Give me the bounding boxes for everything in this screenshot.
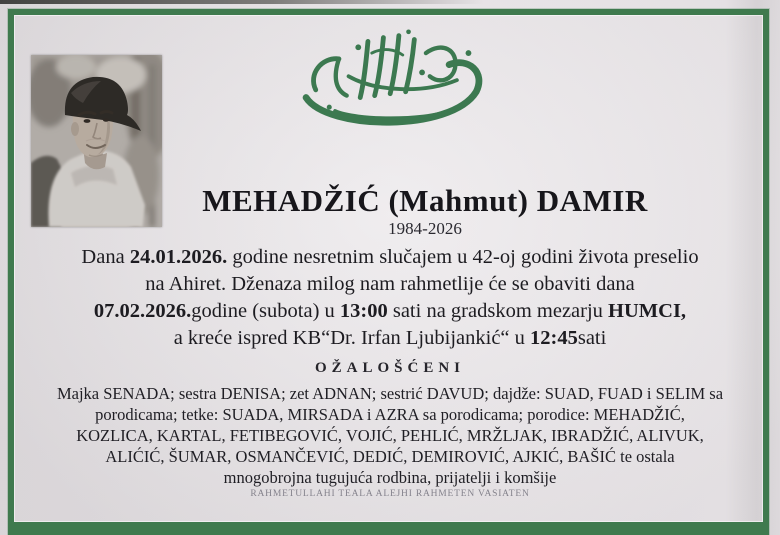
mourners-line: ALIĆIĆ, ŠUMAR, OSMANČEVIĆ, DEDIĆ, DEMIROVIĆ, AJKIĆ, BAŠIĆ te ostala	[105, 447, 675, 466]
announcement-line-4: a kreće ispred KB“Dr. Irfan Ljubijankić“ u 12:45sati	[173, 327, 607, 349]
closing-prayer: RAHMETULLAHI TEALA ALEJHI RAHMETEN VASIATEN	[250, 489, 530, 499]
mourners-line: mnogobrojna tugujuća rodbina, prijatelji i komšije	[223, 468, 557, 487]
announcement-line-1: Dana 24.01.2026. godine nesretnim slučajem u 42-oj godini života preselio	[81, 246, 699, 268]
mourners-list	[24, 383, 756, 488]
mourners-line: Majka SENADA; sestra DENISA; zet ADNAN; sestrić DAVUD; dajdže: SUAD, FUAD i SELIM sa	[56, 384, 724, 403]
announcement-text	[30, 244, 750, 352]
announcement-line-3: 07.02.2026.godine (subota) u 13:00 sati na gradskom mezarju HUMCI,	[93, 300, 687, 322]
mourners-line: porodicama; tetke: SUADA, MIRSADA i AZRA sa porodicama; porodice: MEHADŽIĆ,	[95, 405, 685, 424]
life-years: 1984-2026	[388, 219, 462, 238]
islamic-calligraphy-emblem	[276, 26, 514, 142]
page-title-deceased-name: MEHADŽIĆ (Mahmut) DAMIR	[202, 183, 648, 218]
calligraphy-icon	[276, 26, 514, 142]
mourners-heading: OŽALOŠĆENI	[314, 360, 466, 376]
announcement-line-2: na Ahiret. Dženaza milog nam rahmetlije će se obaviti dana	[145, 273, 635, 295]
mourners-line: KOZLICA, KARTAL, FETIBEGOVIĆ, VOJIĆ, PEHLIĆ, MRŽLJAK, IBRADŽIĆ, ALIVUK,	[76, 426, 704, 445]
